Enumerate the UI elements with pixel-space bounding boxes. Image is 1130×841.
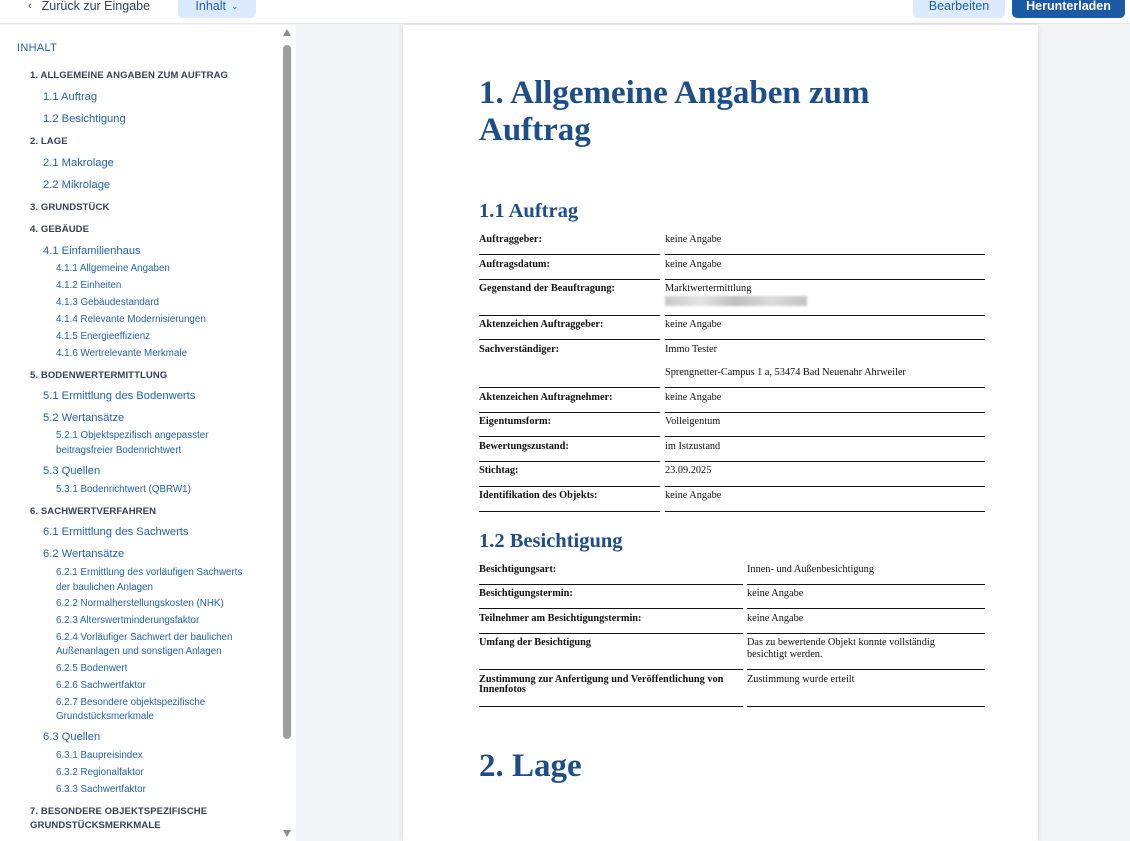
- row-label-continued: Innenfotos: [479, 684, 526, 695]
- toc-item[interactable]: Außenanlagen und sonstigen Anlagen: [56, 646, 222, 657]
- scrollbar-thumb[interactable]: [283, 45, 291, 739]
- toc-item[interactable]: 6. SACHWERTVERFAHREN: [30, 506, 157, 517]
- toc-item[interactable]: 7. BESONDERE OBJEKTSPEZIFISCHE: [30, 806, 208, 817]
- toc-item[interactable]: 5. BODENWERTERMITTLUNG: [30, 370, 168, 381]
- chevron-down-icon: ⌄: [231, 0, 239, 11]
- toc-item[interactable]: 4.1 Einfamilienhaus: [43, 245, 141, 257]
- toc-item[interactable]: 5.1 Ermittlung des Bodenwerts: [43, 390, 196, 402]
- row-label: Identifikation des Objekts:: [479, 490, 598, 501]
- row-label: Stichtag:: [479, 465, 519, 476]
- toc-item[interactable]: 1.2 Besichtigung: [43, 113, 126, 125]
- toc-item[interactable]: 5.3 Quellen: [43, 465, 101, 477]
- row-divider: [747, 584, 985, 585]
- toc-title[interactable]: INHALT: [17, 42, 58, 54]
- row-label: Zustimmung zur Anfertigung und Veröffentlichung von: [479, 674, 724, 685]
- row-value: 23.09.2025: [665, 465, 712, 476]
- toc-item[interactable]: 6.3.2 Regionalfaktor: [56, 767, 144, 778]
- row-divider: [665, 279, 985, 280]
- subsection-heading-auftrag: 1.1 Auftrag: [479, 200, 579, 222]
- toc-item[interactable]: 6.2.1 Ermittlung des vorläufigen Sachwerts: [56, 567, 243, 578]
- row-divider: [665, 254, 985, 255]
- row-divider: [479, 706, 743, 707]
- row-value: keine Angabe: [747, 588, 804, 599]
- toc-item[interactable]: 6.2.5 Bodenwert: [56, 663, 128, 674]
- row-label: Aktenzeichen Auftraggeber:: [479, 319, 604, 330]
- edit-button[interactable]: Bearbeiten: [913, 0, 1005, 18]
- row-divider: [747, 608, 985, 609]
- row-divider: [479, 412, 660, 413]
- row-divider: [479, 608, 743, 609]
- row-divider: [479, 315, 660, 316]
- row-divider: [665, 387, 985, 388]
- toc-item[interactable]: 6.2.6 Sachwertfaktor: [56, 680, 146, 691]
- row-value: Volleigentum: [665, 416, 721, 427]
- toc-item[interactable]: 3. GRUNDSTÜCK: [30, 202, 110, 213]
- row-divider: [479, 279, 660, 280]
- document-viewer[interactable]: [296, 25, 1130, 841]
- row-label: Aktenzeichen Auftragnehmer:: [479, 392, 613, 403]
- row-label: Besichtigungsart:: [479, 564, 557, 575]
- row-divider: [479, 486, 660, 487]
- toc-item[interactable]: 2.2 Mikrolage: [43, 179, 111, 191]
- row-divider: [665, 486, 985, 487]
- back-to-input-button[interactable]: [28, 0, 150, 18]
- row-label: Auftraggeber:: [479, 234, 542, 245]
- contents-toggle-button[interactable]: [178, 0, 256, 18]
- row-divider: [479, 254, 660, 255]
- row-divider: [479, 633, 743, 634]
- toc-item[interactable]: 2.1 Makrolage: [43, 157, 114, 169]
- toc-item[interactable]: beitragsfreier Bodenrichtwert: [56, 445, 182, 456]
- download-button[interactable]: Herunterladen: [1012, 0, 1125, 18]
- row-value: im Istzustand: [665, 441, 721, 452]
- toc-item[interactable]: 6.1 Ermittlung des Sachwerts: [43, 526, 189, 538]
- toc-item[interactable]: 6.3.3 Sachwertfaktor: [56, 784, 146, 795]
- row-divider: [747, 633, 985, 634]
- row-divider: [479, 436, 660, 437]
- scroll-up-arrow-icon[interactable]: [283, 29, 291, 36]
- section-heading-1: 1. Allgemeine Angaben zum Auftrag: [479, 75, 870, 148]
- row-divider: [479, 669, 743, 670]
- row-value: keine Angabe: [665, 490, 722, 501]
- row-value: Zustimmung wurde erteilt: [747, 674, 855, 685]
- toc-item[interactable]: 1.1 Auftrag: [43, 91, 98, 103]
- section-heading-2: 2. Lage: [479, 748, 582, 784]
- toc-item[interactable]: 5.3.1 Bodenrichtwert (QBRW1): [56, 484, 191, 495]
- row-label: Teilnehmer am Besichtigungstermin:: [479, 613, 642, 624]
- row-value: keine Angabe: [665, 234, 722, 245]
- toc-item[interactable]: 6.2.7 Besondere objektspezifische: [56, 697, 206, 708]
- row-label: Umfang der Besichtigung: [479, 637, 591, 648]
- document-page: [403, 25, 1038, 841]
- contents-toggle-label: Inhalt: [195, 0, 227, 13]
- redacted-text: [665, 296, 807, 309]
- toc-item[interactable]: 6.2 Wertansätze: [43, 548, 125, 560]
- toc-item[interactable]: 4.1.4 Relevante Modernisierungen: [56, 314, 206, 325]
- toc-item[interactable]: 5.2.1 Objektspezifisch angepasster: [56, 430, 209, 441]
- row-value: Marktwertermittlung: [665, 283, 752, 294]
- row-value: Immo Tester: [665, 344, 717, 355]
- toc-item[interactable]: 6.3.1 Baupreisindex: [56, 750, 143, 761]
- scroll-down-arrow-icon[interactable]: [283, 830, 291, 837]
- row-divider: [747, 669, 985, 670]
- toc-item[interactable]: der baulichen Anlagen: [56, 582, 153, 593]
- row-value-address: Sprengnetter-Campus 1 a, 53474 Bad Neuenahr Ahrweiler: [665, 367, 906, 378]
- toc-item[interactable]: 2. LAGE: [30, 136, 68, 147]
- row-divider: [665, 339, 985, 340]
- table-of-contents-panel: [0, 25, 296, 841]
- row-label: Eigentumsform:: [479, 416, 552, 427]
- top-toolbar: [0, 0, 1130, 24]
- row-value: keine Angabe: [665, 392, 722, 403]
- toc-item[interactable]: 4. GEBÄUDE: [30, 224, 90, 235]
- row-divider: [665, 315, 985, 316]
- toc-item[interactable]: 5.2 Wertansätze: [43, 412, 125, 424]
- toc-item[interactable]: Grundstücksmerkmale: [56, 711, 154, 722]
- row-label: Gegenstand der Beauftragung:: [479, 283, 615, 294]
- row-value: Innen- und Außenbesichtigung: [747, 564, 874, 575]
- row-divider: [665, 461, 985, 462]
- chevron-left-icon: ‹: [28, 0, 32, 12]
- row-value: keine Angabe: [747, 613, 804, 624]
- toc-item[interactable]: 1. ALLGEMEINE ANGABEN ZUM AUFTRAG: [30, 70, 229, 81]
- row-value: Das zu bewertende Objekt konnte vollständig: [747, 637, 935, 648]
- row-label: Besichtigungstermin:: [479, 588, 573, 599]
- row-divider: [479, 387, 660, 388]
- back-to-input-label: Zurück zur Eingabe: [41, 0, 151, 13]
- row-label: Auftragsdatum:: [479, 259, 550, 270]
- row-value: keine Angabe: [665, 259, 722, 270]
- subsection-heading-besichtigung: 1.2 Besichtigung: [479, 530, 623, 552]
- row-divider: [665, 436, 985, 437]
- row-divider: [479, 511, 660, 512]
- row-value: keine Angabe: [665, 319, 722, 330]
- row-divider: [665, 412, 985, 413]
- toc-item[interactable]: 6.3 Quellen: [43, 731, 101, 743]
- toc-item[interactable]: 4.1.3 Gebäudestandard: [56, 297, 159, 308]
- row-divider: [747, 706, 985, 707]
- row-divider: [665, 511, 985, 512]
- toc-item[interactable]: 4.1.6 Wertrelevante Merkmale: [56, 348, 188, 359]
- toc-item[interactable]: 4.1.1 Allgemeine Angaben: [56, 263, 170, 274]
- toc-item[interactable]: 4.1.2 Einheiten: [56, 280, 122, 291]
- toc-item[interactable]: 4.1.5 Energieeffizienz: [56, 331, 151, 342]
- toc-item[interactable]: 6.2.4 Vorläufiger Sachwert der baulichen: [56, 632, 233, 643]
- toc-scrollbar[interactable]: [283, 29, 292, 841]
- row-divider: [479, 584, 743, 585]
- row-label: Bewertungszustand:: [479, 441, 569, 452]
- row-value-continued: besichtigt werden.: [747, 649, 823, 660]
- row-divider: [479, 461, 660, 462]
- row-label: Sachverständiger:: [479, 344, 560, 355]
- toc-item[interactable]: 6.2.2 Normalherstellungskosten (NHK): [56, 598, 224, 609]
- row-divider: [479, 339, 660, 340]
- toc-item[interactable]: 6.2.3 Alterswertminderungsfaktor: [56, 615, 200, 626]
- toc-item[interactable]: GRUNDSTÜCKSMERKMALE: [30, 820, 161, 831]
